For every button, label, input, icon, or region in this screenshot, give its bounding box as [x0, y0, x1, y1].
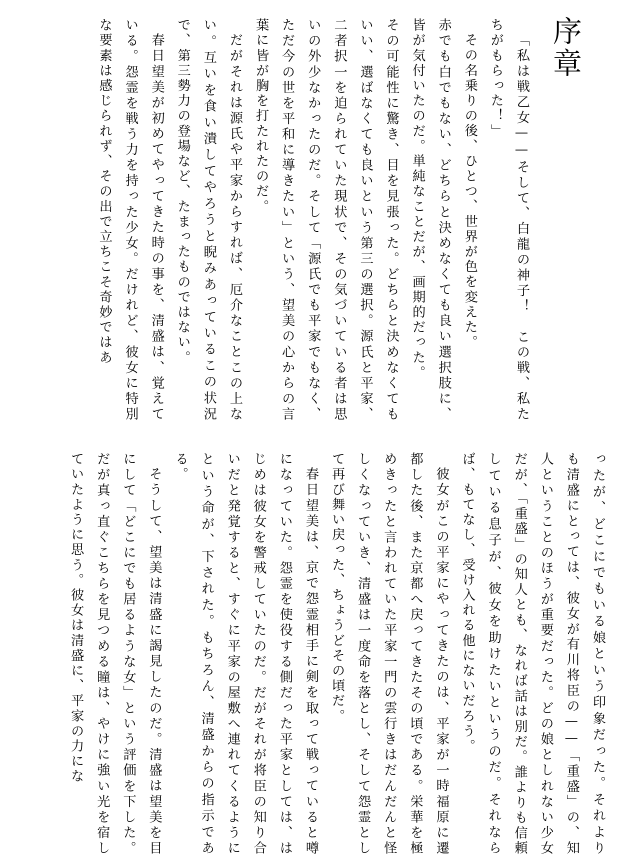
paragraph: だがそれは源氏や平家からすれば、厄介なことこの上ない。互いを食い潰してやろうと睨みあっているこの状況で、第三勢力の登場など、たまったものではない。	[174, 18, 242, 422]
paragraph: 春日望美は、京で怨霊相手に剣を取って戦っていると噂になっていた。怨霊を使役する側だった平家としては、はじめは彼女を警戒していたのだ。だがそれが将臣の知り合いだと発覚すると、すぐに平家の屋敷へ連れてくるようにという命が、下された。もちろん、清盛からの指示である。	[172, 452, 318, 856]
paragraph: 赤でも白でもない、どちらと決めなくても良い選択肢に、皆が気付いたのだ。単純なことだが、画期的だった。	[409, 18, 451, 422]
paragraph: その名乗りの後、ひとつ、世界が色を変えた。	[461, 33, 477, 351]
paragraph: 春日望美が初めてやってきた時の事を、清盛は、覚えている。怨霊を戦う力を持った少女。だけれど、彼女に特別な要素は感じられず、その出で立ちこそ奇妙ではあ	[96, 18, 164, 422]
paragraph: そうして、望美は清盛に謁見したのだ。清盛は望美を目にして「どこにでも居るような女」という評価を下した。だが真っ直ぐこちらを見つめる瞳は、やけに強い光を宿していたように思う。彼女は清盛に、平家の力にな	[68, 452, 162, 856]
body-text-bottom-section	[60, 452, 610, 856]
paragraph: ったが、どこにでもいる娘という印象だった。それより も清盛にとっては、彼女が有川将臣の——「重盛」の、知人ということのほうが重要だった。どの娘としれない少女だが、「重盛」の知人とも、なれば話は別だ。誰よりも信頼している息子が、彼女を助けたいというのだ。それならば、もてなし、受け入れる他にないだろう。	[459, 452, 605, 856]
chapter-title: 序章	[549, 16, 583, 80]
paragraph: 「私は戦乙女——そして、白龍の神子！ この戦、私たちがもらった！」	[487, 18, 529, 422]
paragraph: 彼女がこの平家にやってきたのは、平家が一時福原に遷都した後、また京都へ戻ってきたその頃である。栄華を極めきったと言われていた平家一門の雲行きはだんだんと怪しくなっていき、清盛は一度命を落とし、そして怨霊として再び舞い戻った、ちょうどその頃だ。	[329, 452, 449, 856]
body-text-top-section	[60, 18, 534, 422]
paragraph: その可能性に驚き、目を見張った。どちらと決めなくてもいい、選ばなくても良いという第三の選択。源氏と平家、二者択一を迫られていた現状で、その気づいている者は思いの外少なかったのだ。そして「源氏でも平家でもなく、ただ今の世を平和に導きたい」という、望美の心からの言葉に皆が胸を打たれたのだ。	[253, 18, 399, 422]
